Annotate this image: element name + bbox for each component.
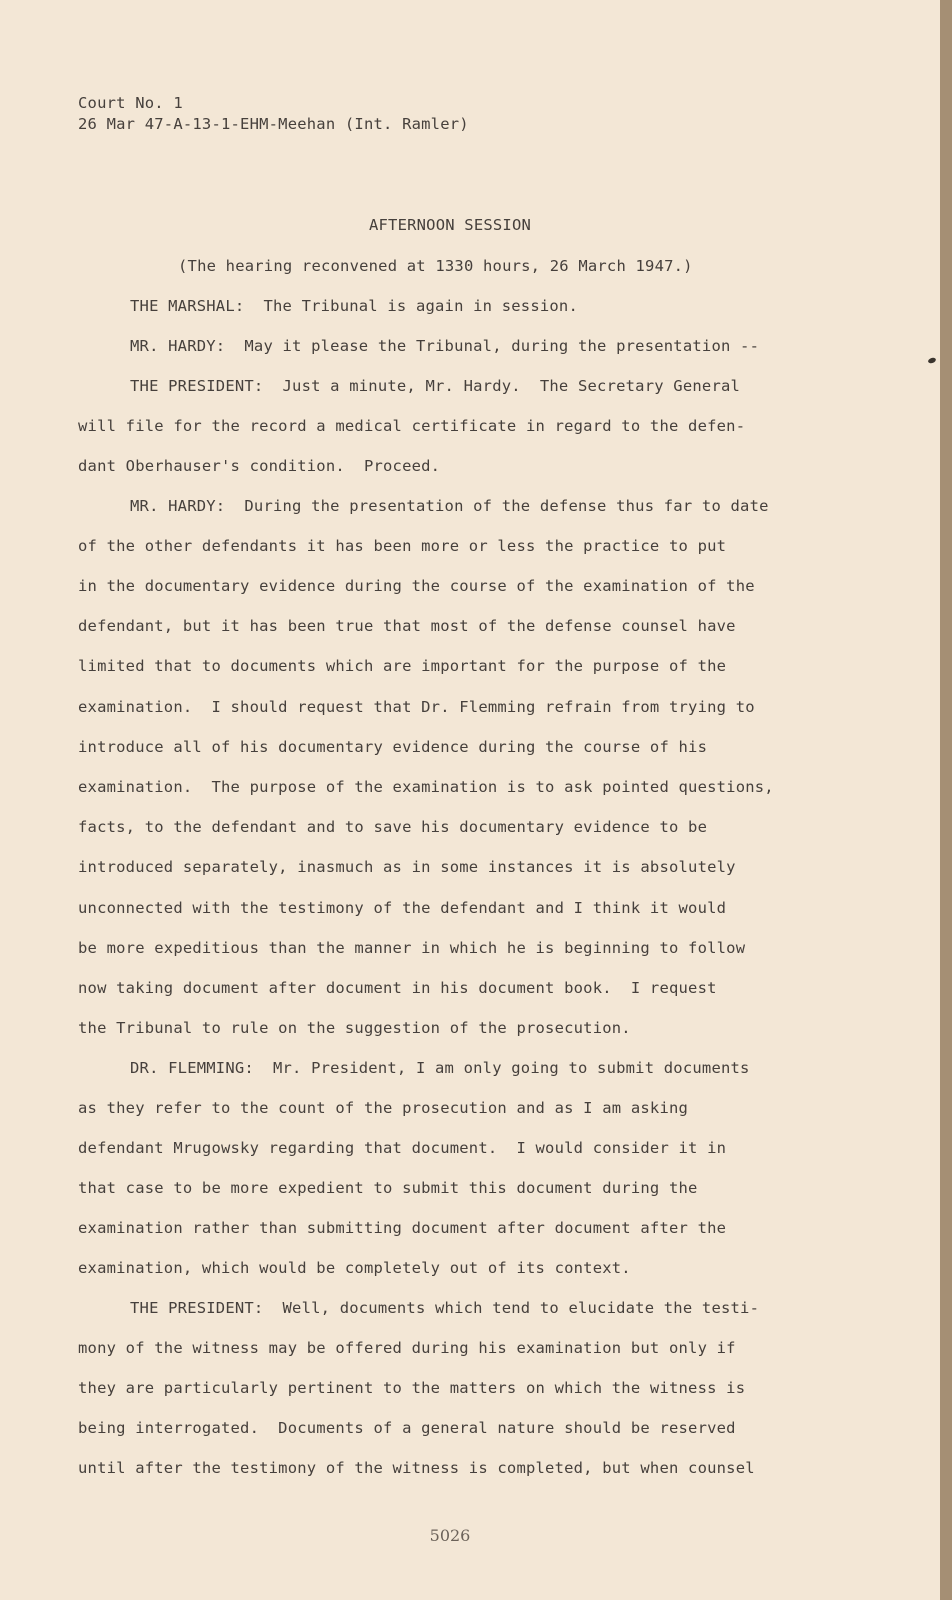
text-line: being interrogated. Documents of a general nature should be reserved	[78, 1419, 736, 1437]
text-line: mony of the witness may be offered during his examination but only if	[78, 1339, 736, 1357]
text-line: be more expeditious than the manner in which he is beginning to follow	[78, 939, 746, 957]
text-line: introduce all of his documentary evidence during the course of his	[78, 738, 708, 756]
text-line: the Tribunal to rule on the suggestion of the prosecution.	[78, 1019, 631, 1037]
text-line: THE PRESIDENT: Just a minute, Mr. Hardy. The Secretary General	[130, 377, 741, 395]
session-reference: 26 Mar 47-A-13-1-EHM-Meehan (Int. Ramler)	[78, 115, 469, 133]
page-number: 5026	[429, 1526, 471, 1545]
court-number: Court No. 1	[78, 94, 183, 112]
text-line: introduced separately, inasmuch as in some instances it is absolutely	[78, 858, 736, 876]
text-line: defendant Mrugowsky regarding that document. I would consider it in	[78, 1139, 727, 1157]
text-line: of the other defendants it has been more or less the practice to put	[78, 537, 727, 555]
text-line: now taking document after document in his document book. I request	[78, 979, 717, 997]
text-line: MR. HARDY: May it please the Tribunal, during the presentation --	[130, 337, 760, 355]
text-line: examination, which would be completely out of its context.	[78, 1259, 631, 1277]
session-title: AFTERNOON SESSION	[368, 216, 532, 234]
text-line: unconnected with the testimony of the defendant and I think it would	[78, 899, 727, 917]
text-line: defendant, but it has been true that most of the defense counsel have	[78, 617, 736, 635]
text-line: THE PRESIDENT: Well, documents which tend to elucidate the testi-	[130, 1299, 760, 1317]
ink-speck	[927, 357, 936, 364]
text-line: limited that to documents which are important for the purpose of the	[78, 657, 727, 675]
text-line: examination. I should request that Dr. Flemming refrain from trying to	[78, 698, 755, 716]
text-line: dant Oberhauser's condition. Proceed.	[78, 457, 441, 475]
text-line: examination. The purpose of the examination is to ask pointed questions,	[78, 778, 774, 796]
text-line: as they refer to the count of the prosecution and as I am asking	[78, 1099, 689, 1117]
text-line: in the documentary evidence during the course of the examination of the	[78, 577, 755, 595]
text-line: until after the testimony of the witness is completed, but when counsel	[78, 1459, 755, 1477]
text-line: examination rather than submitting document after document after the	[78, 1219, 727, 1237]
text-line: they are particularly pertinent to the matters on which the witness is	[78, 1379, 746, 1397]
text-line: facts, to the defendant and to save his documentary evidence to be	[78, 818, 708, 836]
text-line: that case to be more expedient to submit this document during the	[78, 1179, 698, 1197]
text-line: (The hearing reconvened at 1330 hours, 26 March 1947.)	[178, 257, 693, 275]
text-line: DR. FLEMMING: Mr. President, I am only going to submit documents	[130, 1059, 750, 1077]
text-line: MR. HARDY: During the presentation of the defense thus far to date	[130, 497, 769, 515]
text-line: THE MARSHAL: The Tribunal is again in session.	[130, 297, 578, 315]
text-line: will file for the record a medical certificate in regard to the defen-	[78, 417, 746, 435]
